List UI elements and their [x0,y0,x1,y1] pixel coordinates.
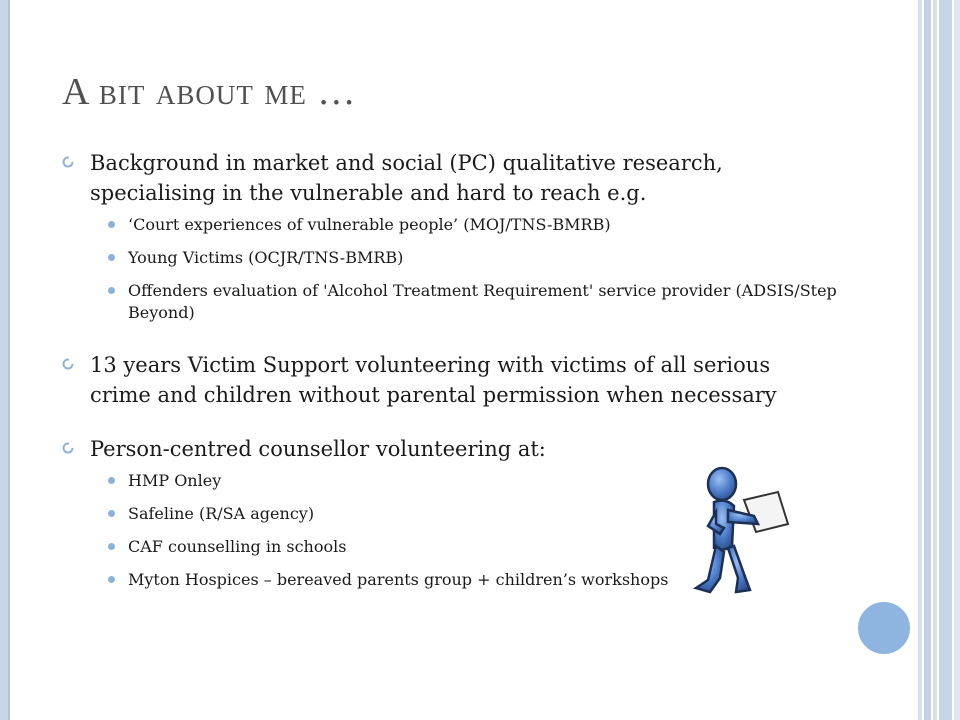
sub-bullet-text: Safeline (R/SA agency) [128,504,315,523]
sub-bullet-item [62,280,842,324]
frame-stripe [933,0,937,720]
bullet-marker-icon [62,358,74,370]
slide-title: A bit about me … [62,71,357,113]
sub-bullet-dot-icon [108,477,115,484]
bullet-text: Person-centred counsellor volunteering at: [90,437,546,461]
sub-bullet-dot-icon [108,543,115,550]
frame-stripe [954,0,960,720]
bullet-item [62,350,810,410]
bullet-block [62,350,842,410]
sub-bullet-dot-icon [108,254,115,261]
sub-bullet-dot-icon [108,221,115,228]
sub-bullet-text: Myton Hospices – bereaved parents group + children’s workshops [128,570,669,589]
bullet-text: Background in market and social (PC) qualitative research, specialising in the vulnerable and hard to reach e.g. [90,151,723,205]
sub-bullet-dot-icon [108,510,115,517]
bullet-text: 13 years Victim Support volunteering with victims of all serious crime and children without parental permission when necessary [90,353,777,407]
bullet-item [62,148,842,208]
left-frame-border [0,0,10,720]
decorative-circle [854,598,914,658]
sub-bullet-text: CAF counselling in schools [128,537,347,556]
bullet-marker-icon [62,442,74,454]
sub-bullet-text: HMP Onley [128,471,222,490]
sub-bullet-dot-icon [108,576,115,583]
bullet-marker-icon [62,156,74,168]
frame-stripe [924,0,931,720]
sub-bullet-text: Offenders evaluation of 'Alcohol Treatment Requirement' service provider (ADSIS/Step Beyond) [128,281,837,322]
sub-bullet-text: ‘Court experiences of vulnerable people’ (MOJ/TNS-BMRB) [128,215,611,234]
frame-stripe [939,0,952,720]
sub-bullet-text: Young Victims (OCJR/TNS-BMRB) [128,248,404,267]
bullet-item [62,434,842,464]
sub-bullet-dot-icon [108,287,115,294]
sub-bullet-item [62,214,842,236]
sub-bullet-item [62,247,842,269]
person-reading-clipboard-icon [680,462,790,602]
frame-stripe [918,0,922,720]
bullet-block [62,148,842,208]
